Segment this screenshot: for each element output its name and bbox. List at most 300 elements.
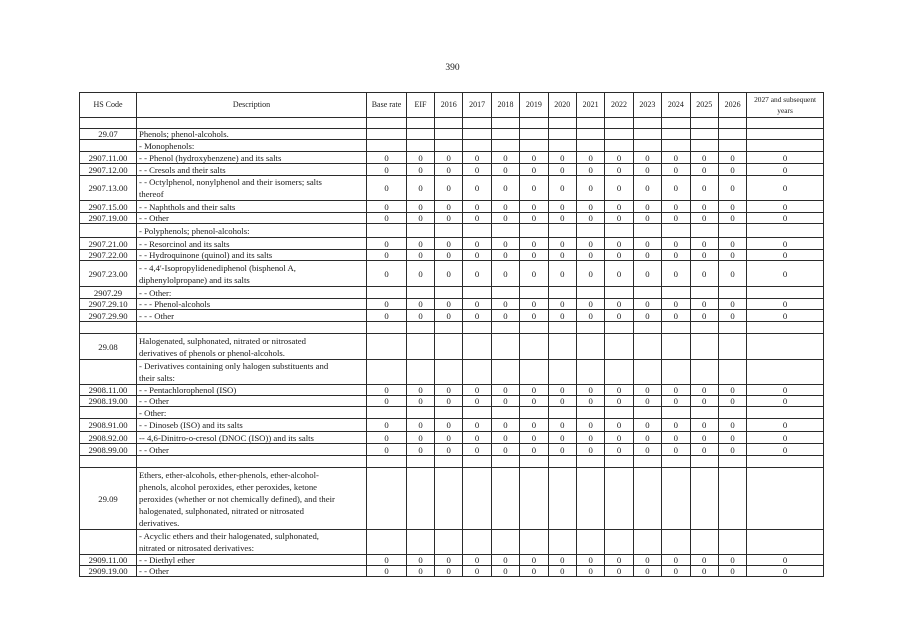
rate-cell: 0 [407,396,435,407]
rate-cell: 0 [548,250,576,261]
rate-cell [605,360,633,385]
rate-cell [435,118,463,129]
description-line: - - Resorcinol and its salts [139,238,230,249]
rate-cell: 0 [662,385,690,396]
rate-cell [576,468,604,530]
rate-cell [463,224,491,238]
rate-cell: 0 [367,555,407,566]
rate-cell: 0 [633,299,661,310]
description-line: - - Cresols and their salts [139,164,226,175]
rate-cell: 0 [633,164,661,176]
rate-cell: 0 [548,432,576,444]
rate-cell [367,287,407,299]
rate-cell: 0 [576,299,604,310]
hs-code-cell: 29.09 [80,468,137,530]
rate-cell [605,287,633,299]
rate-cell: 0 [662,201,690,213]
rate-cell [435,322,463,334]
rate-cell [407,360,435,385]
rate-cell [633,287,661,299]
description-line: phenols, alcohol peroxides, ether peroxides, ketone [139,481,318,492]
hs-code-cell [80,360,137,385]
description-cell [137,468,367,530]
rate-cell [633,322,661,334]
rate-cell [690,118,718,129]
rate-cell: 0 [491,238,519,250]
hs-code-cell [80,140,137,152]
rate-cell [491,140,519,152]
hs-code-cell: 2908.92.00 [80,432,137,444]
description-cell [137,250,367,261]
description-cell [137,164,367,176]
rate-cell: 0 [605,444,633,456]
rate-cell [491,456,519,468]
rate-cell: 0 [463,566,491,577]
rate-cell [463,407,491,419]
rate-cell: 0 [718,164,746,176]
rate-cell: 0 [548,566,576,577]
rate-cell [747,287,824,299]
rate-cell: 0 [548,152,576,164]
rate-cell: 0 [747,152,824,164]
rate-cell: 0 [662,419,690,432]
description-line: - - - Other [139,310,174,321]
rate-cell: 0 [491,444,519,456]
rate-cell: 0 [718,396,746,407]
rate-cell: 0 [605,310,633,322]
rate-cell [435,456,463,468]
rate-cell [605,456,633,468]
rate-cell: 0 [520,176,548,201]
rate-cell [435,360,463,385]
rate-cell: 0 [367,299,407,310]
rate-cell: 0 [576,164,604,176]
header-year: 2023 [633,93,661,118]
rate-cell [747,456,824,468]
rate-cell [662,530,690,555]
description-line: - Monophenols: [139,140,195,151]
table-row [80,238,824,250]
rate-cell: 0 [491,201,519,213]
hs-code-cell: 2908.99.00 [80,444,137,456]
rate-cell: 0 [747,261,824,287]
rate-cell: 0 [435,555,463,566]
rate-cell: 0 [605,555,633,566]
rate-cell: 0 [520,444,548,456]
description-cell [137,360,367,385]
rate-cell [747,530,824,555]
rate-cell [662,322,690,334]
description-cell [137,201,367,213]
header-year: 2016 [435,93,463,118]
rate-cell [407,456,435,468]
hs-code-cell [80,456,137,468]
rate-cell: 0 [367,213,407,224]
description-line: - - Dinoseb (ISO) and its salts [139,420,243,430]
rate-cell: 0 [576,238,604,250]
hs-code-cell: 2907.11.00 [80,152,137,164]
rate-cell: 0 [548,238,576,250]
rate-cell: 0 [662,261,690,287]
rate-cell: 0 [463,176,491,201]
description-cell [137,238,367,250]
rate-cell [491,407,519,419]
description-line: - - Other [139,213,169,223]
rate-cell [367,360,407,385]
rate-cell [662,140,690,152]
table-row [80,299,824,310]
rate-cell [605,224,633,238]
rate-cell: 0 [576,250,604,261]
rate-cell: 0 [407,152,435,164]
rate-cell [662,360,690,385]
rate-cell: 0 [407,444,435,456]
rate-cell [463,129,491,140]
rate-cell [718,118,746,129]
rate-cell: 0 [407,385,435,396]
rate-cell: 0 [548,164,576,176]
rate-cell [662,468,690,530]
rate-cell [662,224,690,238]
rate-cell: 0 [407,164,435,176]
rate-cell: 0 [548,310,576,322]
rate-cell: 0 [690,444,718,456]
rate-cell: 0 [520,213,548,224]
rate-cell: 0 [435,432,463,444]
hs-code-cell [80,407,137,419]
rate-cell: 0 [520,152,548,164]
description-line: derivatives of phenols or phenol-alcohols. [139,347,285,358]
rate-cell: 0 [633,152,661,164]
rate-cell: 0 [520,164,548,176]
description-line: - Polyphenols; phenol-alcohols: [139,225,250,236]
rate-cell: 0 [633,385,661,396]
table-row [80,322,824,334]
rate-cell [548,322,576,334]
table-row [80,310,824,322]
rate-cell [367,322,407,334]
table-row [80,176,824,201]
rate-cell: 0 [747,201,824,213]
header-base-rate: Base rate [367,93,407,118]
rate-cell [662,407,690,419]
header-year: 2026 [718,93,746,118]
rate-cell: 0 [435,164,463,176]
rate-cell: 0 [662,299,690,310]
rate-cell [491,334,519,360]
hs-code-cell: 2907.13.00 [80,176,137,201]
rate-cell: 0 [463,152,491,164]
rate-cell [407,334,435,360]
table-row [80,456,824,468]
rate-cell: 0 [605,385,633,396]
header-year: 2020 [548,93,576,118]
description-line: - - Phenol (hydroxybenzene) and its salts [139,152,282,163]
rate-cell: 0 [633,310,661,322]
header-year: 2022 [605,93,633,118]
rate-cell: 0 [747,385,824,396]
rate-cell [633,456,661,468]
rate-cell: 0 [463,419,491,432]
rate-cell: 0 [407,201,435,213]
rate-cell [662,456,690,468]
rate-cell [576,360,604,385]
description-line: Phenols; phenol-alcohols. [139,129,229,139]
rate-cell [718,224,746,238]
rate-cell: 0 [367,310,407,322]
rate-cell [520,334,548,360]
table-row [80,530,824,555]
rate-cell: 0 [463,213,491,224]
rate-cell [491,129,519,140]
rate-cell: 0 [633,396,661,407]
rate-cell: 0 [605,261,633,287]
rate-cell [633,334,661,360]
rate-cell [548,468,576,530]
rate-cell: 0 [747,164,824,176]
rate-cell: 0 [491,164,519,176]
rate-cell [407,224,435,238]
rate-cell [407,407,435,419]
rate-cell: 0 [548,419,576,432]
description-line: thereof [139,189,164,199]
description-cell [137,530,367,555]
rate-cell [605,322,633,334]
hs-code-cell: 2909.11.00 [80,555,137,566]
hs-code-cell: 2907.12.00 [80,164,137,176]
rate-cell [435,224,463,238]
rate-cell: 0 [633,566,661,577]
description-line: - - Pentachlorophenol (ISO) [139,385,237,395]
rate-cell: 0 [491,261,519,287]
description-cell [137,310,367,322]
table-row [80,118,824,129]
rate-cell [367,407,407,419]
rate-cell [520,407,548,419]
rate-cell: 0 [747,310,824,322]
rate-cell [463,334,491,360]
table-row [80,152,824,164]
rate-cell: 0 [463,201,491,213]
description-line: derivatives. [139,517,180,528]
rate-cell [576,322,604,334]
rate-cell: 0 [463,310,491,322]
rate-cell: 0 [463,555,491,566]
rate-cell: 0 [491,396,519,407]
description-line: - - Other [139,566,169,576]
rate-cell: 0 [491,555,519,566]
rate-cell: 0 [662,444,690,456]
table-row [80,250,824,261]
description-cell [137,176,367,201]
table-row [80,407,824,419]
description-line: - - Other [139,444,169,455]
rate-cell: 0 [718,432,746,444]
description-line: - Derivatives containing only halogen substituents and [139,361,329,371]
rate-cell: 0 [690,396,718,407]
rate-cell: 0 [407,555,435,566]
rate-cell: 0 [407,250,435,261]
rate-cell: 0 [435,385,463,396]
rate-cell: 0 [435,310,463,322]
rate-cell [548,129,576,140]
rate-cell [520,224,548,238]
rate-cell [491,322,519,334]
rate-cell [491,468,519,530]
description-line: - - Octylphenol, nonylphenol and their isomers; salts [139,177,322,187]
description-cell [137,444,367,456]
rate-cell: 0 [605,152,633,164]
rate-cell: 0 [633,444,661,456]
rate-cell: 0 [690,555,718,566]
rate-cell [435,530,463,555]
rate-cell: 0 [576,176,604,201]
rate-cell [576,407,604,419]
rate-cell: 0 [548,201,576,213]
rate-cell [407,118,435,129]
description-line: - - Naphthols and their salts [139,201,236,212]
rate-cell: 0 [690,261,718,287]
rate-cell [633,224,661,238]
rate-cell: 0 [491,419,519,432]
hs-code-cell: 2907.23.00 [80,261,137,287]
rate-cell [633,140,661,152]
rate-cell [605,334,633,360]
rate-cell: 0 [576,310,604,322]
rate-cell: 0 [718,213,746,224]
rate-cell [367,468,407,530]
rate-cell: 0 [367,261,407,287]
rate-cell [605,530,633,555]
rate-cell [520,322,548,334]
rate-cell: 0 [747,250,824,261]
description-line: - - Diethyl ether [139,555,195,565]
description-cell [137,419,367,432]
rate-cell [491,287,519,299]
rate-cell [435,129,463,140]
rate-cell [491,360,519,385]
rate-cell [520,360,548,385]
rate-cell: 0 [435,213,463,224]
description-line: their salts: [139,373,175,383]
rate-cell [548,360,576,385]
hs-code-cell: 2907.29.10 [80,299,137,310]
hs-code-cell: 2907.21.00 [80,238,137,250]
rate-cell: 0 [633,238,661,250]
rate-cell: 0 [662,310,690,322]
rate-cell: 0 [718,250,746,261]
rate-cell: 0 [690,164,718,176]
description-cell [137,555,367,566]
rate-cell [690,140,718,152]
rate-cell: 0 [407,310,435,322]
rate-cell: 0 [367,164,407,176]
rate-cell: 0 [605,299,633,310]
rate-cell [520,118,548,129]
rate-cell: 0 [435,261,463,287]
rate-cell [690,407,718,419]
description-line: diphenylolpropane) and its salts [139,274,250,285]
rate-cell: 0 [662,238,690,250]
rate-cell [548,224,576,238]
rate-cell [367,334,407,360]
table-row [80,419,824,432]
rate-cell: 0 [520,432,548,444]
rate-cell [548,118,576,129]
rate-cell [520,456,548,468]
rate-cell: 0 [548,385,576,396]
rate-cell [605,407,633,419]
rate-cell: 0 [548,555,576,566]
rate-cell: 0 [690,432,718,444]
rate-cell [407,287,435,299]
rate-cell [747,407,824,419]
rate-cell [633,468,661,530]
rate-cell: 0 [491,432,519,444]
rate-cell [690,468,718,530]
rate-cell: 0 [520,566,548,577]
hs-code-cell: 29.08 [80,334,137,360]
rate-cell: 0 [662,555,690,566]
rate-cell [690,456,718,468]
rate-cell: 0 [633,261,661,287]
rate-cell: 0 [548,261,576,287]
rate-cell: 0 [718,566,746,577]
table-row [80,287,824,299]
rate-cell: 0 [605,419,633,432]
rate-cell: 0 [407,299,435,310]
rate-cell: 0 [747,432,824,444]
rate-cell [605,129,633,140]
hs-code-cell: 2909.19.00 [80,566,137,577]
rate-cell: 0 [435,419,463,432]
description-cell [137,299,367,310]
rate-cell [463,530,491,555]
header-eif: EIF [407,93,435,118]
hs-code-cell [80,322,137,334]
rate-cell: 0 [662,213,690,224]
rate-cell: 0 [367,419,407,432]
hs-code-cell: 2907.22.00 [80,250,137,261]
rate-cell: 0 [520,555,548,566]
rate-cell: 0 [605,176,633,201]
rate-cell [576,129,604,140]
rate-cell [435,334,463,360]
rate-cell: 0 [407,176,435,201]
rate-cell [747,468,824,530]
header-year: 2018 [491,93,519,118]
hs-code-cell [80,224,137,238]
rate-cell: 0 [491,213,519,224]
table-row [80,164,824,176]
hs-code-cell: 2908.19.00 [80,396,137,407]
rate-cell: 0 [463,444,491,456]
rate-cell: 0 [662,432,690,444]
rate-cell: 0 [718,419,746,432]
rate-cell: 0 [548,444,576,456]
rate-cell: 0 [463,261,491,287]
rate-cell: 0 [605,250,633,261]
rate-cell [407,530,435,555]
rate-cell: 0 [690,213,718,224]
rate-cell: 0 [576,566,604,577]
rate-cell [367,224,407,238]
rate-cell: 0 [718,201,746,213]
description-line: - - Other [139,396,169,406]
rate-cell: 0 [633,213,661,224]
rate-cell [690,224,718,238]
rate-cell [463,360,491,385]
